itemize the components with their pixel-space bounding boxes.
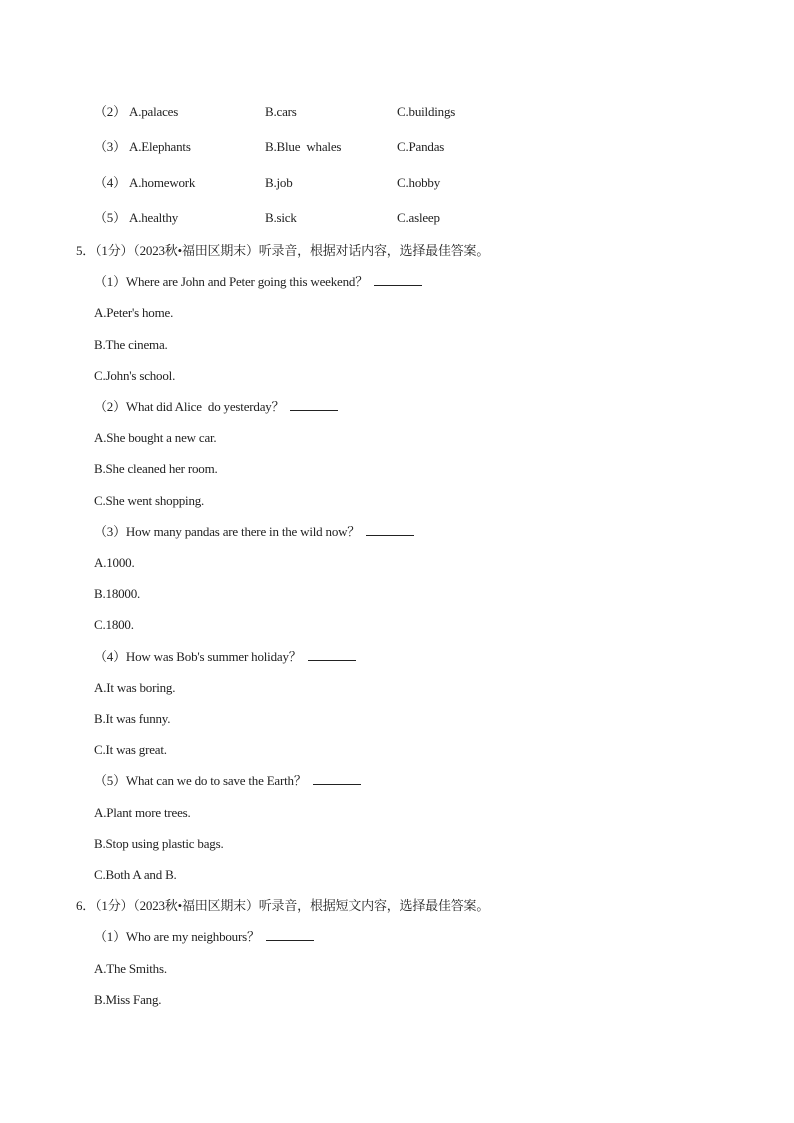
q6-sub1-question: （1）Who are my neighbours？ [94, 929, 314, 945]
q5-sub5-option-c: C.Both A and B. [94, 867, 177, 882]
options-row-3-b: B.Blue whales [265, 139, 342, 154]
q5-sub3-option-a: A.1000. [94, 555, 135, 570]
question-6-header: 6．（1分）（2023秋•福田区期末）听录音，根据短文内容，选择最佳答案。 [76, 898, 490, 913]
q5-sub1-option-c: C.John's school. [94, 368, 176, 383]
options-row-2-a: A.palaces [129, 104, 179, 119]
options-row-3-c: C.Pandas [397, 139, 445, 154]
options-row-5-num: （5） [94, 210, 126, 225]
answer-blank[interactable] [290, 399, 338, 411]
q5-sub2-option-c: C.She went shopping. [94, 493, 205, 508]
options-row-4-a: A.homework [129, 175, 196, 190]
q5-sub3-question: （3）How many pandas are there in the wild now？ [94, 524, 414, 540]
q5-sub4-option-b: B.It was funny. [94, 711, 171, 726]
answer-blank[interactable] [308, 649, 356, 661]
q5-sub2-option-b: B.She cleaned her room. [94, 461, 218, 476]
q5-sub1-question: （1）Where are John and Peter going this weekend？ [94, 274, 422, 290]
q6-sub1-option-a: A.The Smiths. [94, 961, 167, 976]
answer-blank[interactable] [313, 773, 361, 785]
answer-blank[interactable] [366, 524, 414, 536]
q5-sub3-option-b: B.18000. [94, 586, 141, 601]
q5-sub3-option-c: C.1800. [94, 617, 134, 632]
q5-sub2-question: （2）What did Alice do yesterday？ [94, 399, 338, 415]
question-5-header: 5．（1分）（2023秋•福田区期末）听录音，根据对话内容，选择最佳答案。 [76, 243, 490, 258]
q5-sub4-option-a: A.It was boring. [94, 680, 176, 695]
q5-sub5-option-b: B.Stop using plastic bags. [94, 836, 224, 851]
q5-sub1-option-a: A.Peter's home. [94, 305, 174, 320]
q6-sub1-option-b: B.Miss Fang. [94, 992, 162, 1007]
options-row-2-c: C.buildings [397, 104, 456, 119]
q5-sub4-question: （4）How was Bob's summer holiday？ [94, 649, 356, 665]
q5-sub5-question: （5）What can we do to save the Earth？ [94, 773, 361, 789]
answer-blank[interactable] [374, 274, 422, 286]
options-row-3-a: A.Elephants [129, 139, 191, 154]
options-row-4-num: （4） [94, 175, 126, 190]
options-row-5-a: A.healthy [129, 210, 179, 225]
q5-sub1-option-b: B.The cinema. [94, 337, 168, 352]
options-row-3-num: （3） [94, 139, 126, 154]
options-row-4-c: C.hobby [397, 175, 441, 190]
answer-blank[interactable] [266, 929, 314, 941]
options-row-5-b: B.sick [265, 210, 297, 225]
q5-sub4-option-c: C.It was great. [94, 742, 167, 757]
options-row-4-b: B.job [265, 175, 293, 190]
options-row-2-b: B.cars [265, 104, 297, 119]
options-row-5-c: C.asleep [397, 210, 440, 225]
options-row-2-num: （2） [94, 104, 126, 119]
q5-sub2-option-a: A.She bought a new car. [94, 430, 217, 445]
q5-sub5-option-a: A.Plant more trees. [94, 805, 191, 820]
